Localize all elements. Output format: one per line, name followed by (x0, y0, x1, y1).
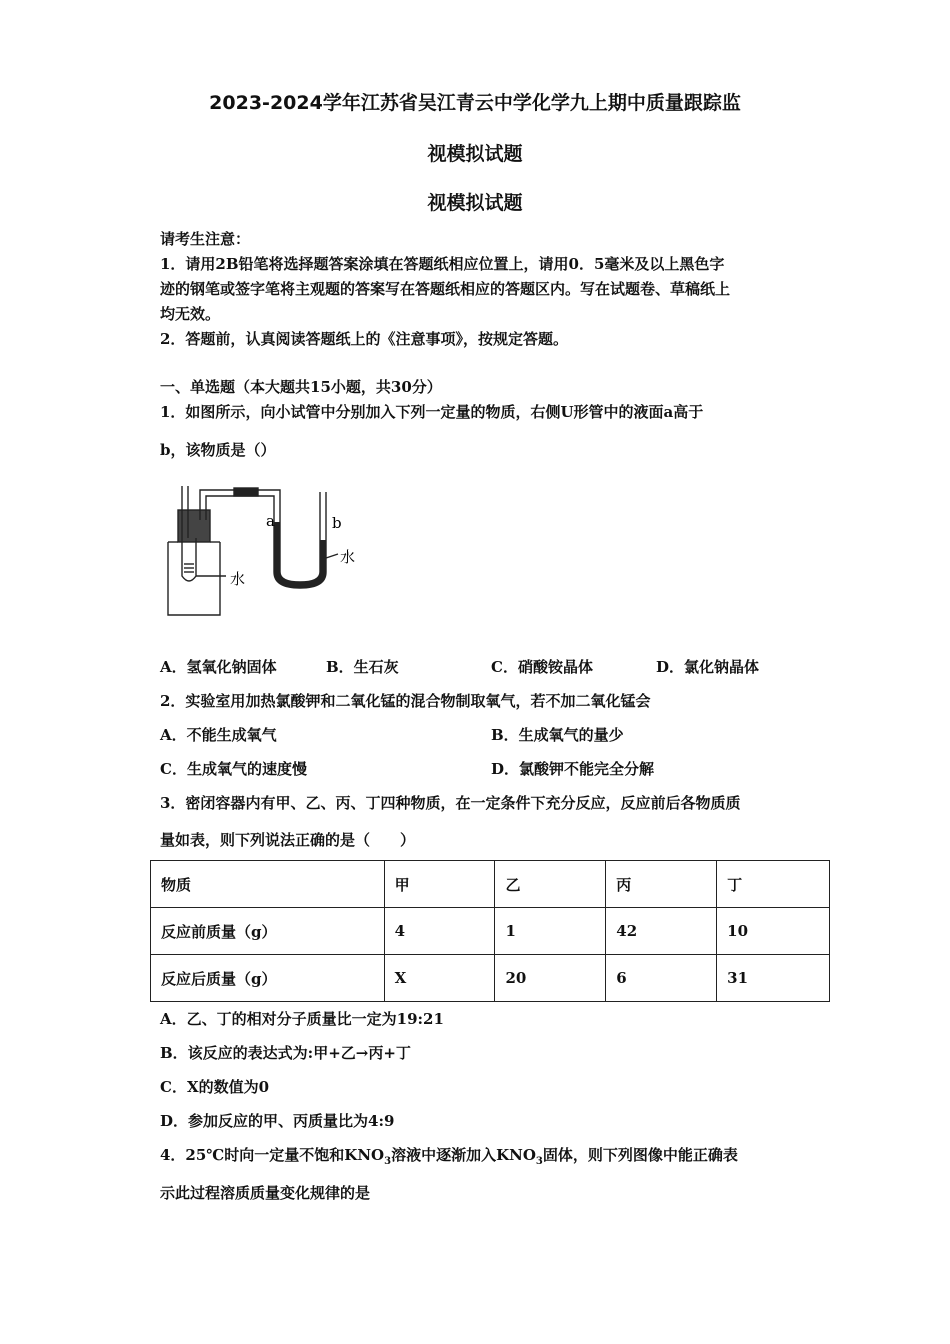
q2-option-b[interactable]: B．生成氧气的量少 (491, 726, 624, 744)
q4-stem-line1 (160, 1144, 738, 1167)
table-cell: 反应前质量（g） (151, 908, 385, 955)
q4-text-part2: 溶液中逐渐加入KNO (391, 1146, 536, 1164)
q1-option-a[interactable]: A．氢氧化钠固体 (160, 658, 277, 676)
document-title-line1: 2023-2024学年江苏省吴江青云中学化学九上期中质量跟踪监 (209, 92, 741, 114)
q3-option-c[interactable]: C．X的数值为0 (160, 1078, 270, 1096)
q3-stem-line1: 3．密闭容器内有甲、乙、丙、丁四种物质，在一定条件下充分反应，反应前后各物质质 (160, 794, 741, 812)
table-cell: 20 (495, 955, 606, 1002)
q4-text-part1: 4．25℃时向一定量不饱和KNO (160, 1146, 385, 1164)
section-heading: 一、单选题（本大题共15小题，共30分） (160, 378, 442, 396)
q1-apparatus-figure (160, 480, 380, 620)
q4-text-part3: 固体，则下列图像中能正确表 (542, 1146, 738, 1164)
table-header-row (151, 861, 830, 908)
q2-option-a[interactable]: A．不能生成氧气 (160, 726, 277, 744)
table-cell: X (384, 955, 495, 1002)
q4-stem-line2: 示此过程溶质质量变化规律的是 (160, 1184, 371, 1202)
notice-item1-line2: 迹的钢笔或签字笔将主观题的答案写在答题纸相应的答题区内。写在试题卷、草稿纸上 (160, 280, 731, 298)
q4-subscript2: 3 (535, 1156, 543, 1167)
notice-item2: 2．答题前，认真阅读答题纸上的《注意事项》，按规定答题。 (160, 330, 568, 348)
table-cell: 6 (606, 955, 717, 1002)
table-header-cell: 甲 (384, 861, 495, 908)
table-header-cell: 乙 (495, 861, 606, 908)
label-water-left: 水 (230, 570, 246, 588)
notice-heading: 请考生注意： (160, 230, 251, 248)
table-cell: 4 (384, 908, 495, 955)
table-row (151, 955, 830, 1002)
q2-stem: 2．实验室用加热氯酸钾和二氧化锰的混合物制取氧气，若不加二氧化锰会 (160, 692, 651, 710)
table-cell: 1 (495, 908, 606, 955)
label-b: b (332, 514, 342, 532)
u-tube-water (277, 522, 323, 585)
q3-option-a[interactable]: A．乙、丁的相对分子质量比一定为19:21 (160, 1010, 444, 1028)
table-header-cell: 物质 (151, 861, 385, 908)
mass-table (150, 860, 830, 1002)
rubber-connector (234, 488, 258, 496)
table-cell: 反应后质量（g） (151, 955, 385, 1002)
table-cell: 10 (717, 908, 830, 955)
q3-option-b[interactable]: B．该反应的表达式为:甲+乙→丙+丁 (160, 1044, 411, 1062)
q1-option-d[interactable]: D．氯化钠晶体 (656, 658, 760, 676)
small-test-tube (182, 538, 196, 581)
notice-item1-line1: 1．请用2B铅笔将选择题答案涂填在答题纸相应位置上，请用0．5毫米及以上黑色字 (160, 255, 725, 273)
table-row (151, 908, 830, 955)
q3-stem-line2: 量如表，则下列说法正确的是（ ） (160, 831, 416, 849)
q3-option-d[interactable]: D．参加反应的甲、丙质量比为4:9 (160, 1112, 395, 1130)
q4-subscript1: 3 (384, 1156, 392, 1167)
q1-option-b[interactable]: B．生石灰 (326, 658, 399, 676)
q2-option-c[interactable]: C．生成氧气的速度慢 (160, 760, 307, 778)
table-cell: 31 (717, 955, 830, 1002)
u-tube (274, 492, 326, 588)
table-header-cell: 丙 (606, 861, 717, 908)
table-cell: 42 (606, 908, 717, 955)
label-water-right: 水 (340, 548, 356, 566)
stopper (178, 510, 210, 542)
q1-option-c[interactable]: C．硝酸铵晶体 (491, 658, 593, 676)
document-title-line2: 视模拟试题 (427, 143, 523, 165)
notice-item1-line3: 均无效。 (160, 305, 221, 323)
label-a: a (266, 512, 275, 530)
q1-stem-line2: b，该物质是（） (160, 441, 276, 459)
q1-stem-line1: 1．如图所示，向小试管中分别加入下列一定量的物质，右侧U形管中的液面a高于 (160, 403, 704, 421)
table-header-cell: 丁 (717, 861, 830, 908)
q2-option-d[interactable]: D．氯酸钾不能完全分解 (491, 760, 655, 778)
document-title-line3: 视模拟试题 (427, 192, 523, 214)
